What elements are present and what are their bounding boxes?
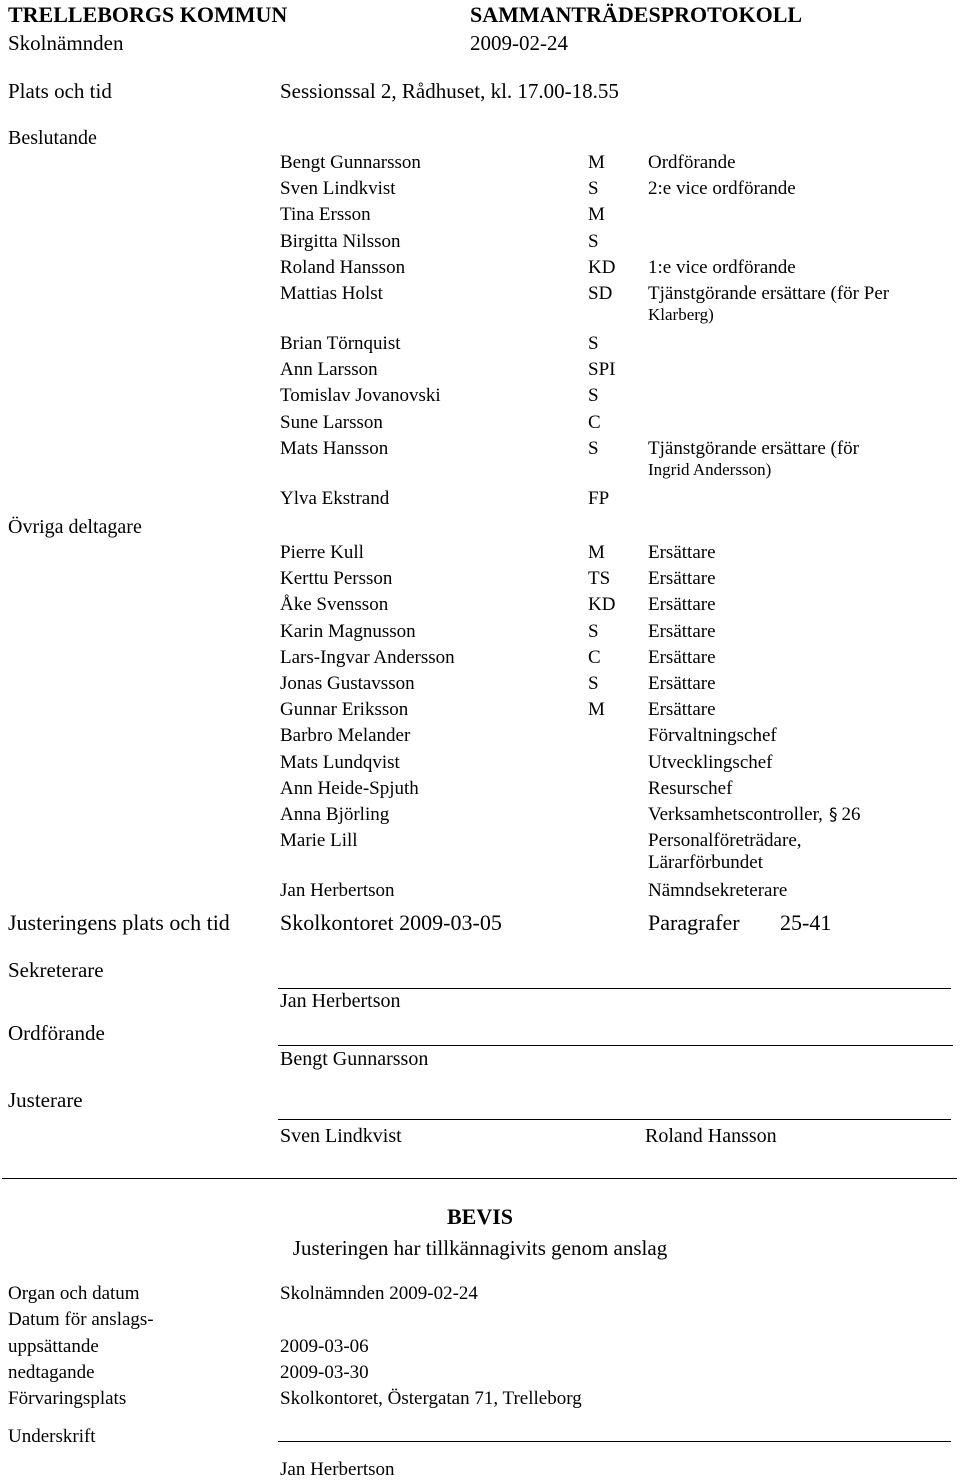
underskrift-signature-line [278,1441,951,1442]
participant-party: S [588,673,599,694]
participant-role: Ersättare [648,594,716,616]
participant-name: Mats Hansson [280,437,389,459]
participant-party: C [588,646,601,668]
justering-label: Justeringens plats och tid [8,910,230,935]
participant-name: Tina Ersson [280,204,371,226]
participant-party: S [588,230,599,252]
uppsattande-value: 2009-03-06 [280,1336,369,1357]
participant-role: Ersättare [648,568,716,590]
participant-name: Mattias Holst [280,283,383,304]
section-symbol: § [828,805,838,825]
section-divider [2,1178,957,1179]
participant-role: Resurschef [648,777,733,799]
participant-name: Ann Heide-Spjuth [280,777,419,799]
bevis-title: BEVIS [446,1204,514,1229]
participant-name: Mats Lundqvist [280,751,400,773]
organ-value: Skolnämnden 2009-02-24 [280,1283,478,1304]
participant-role: Ersättare [648,542,716,563]
underskrift-name: Jan Herbertson [280,1459,395,1480]
participant-name: Ann Larsson [280,359,378,381]
sekreterare-name: Jan Herbertson [280,990,401,1012]
underskrift-label: Underskrift [8,1426,96,1447]
participant-name: Bengt Gunnarsson [280,152,421,173]
sekreterare-label: Sekreterare [8,958,104,982]
participant-name: Brian Törnquist [280,333,401,354]
organ-label: Organ och datum [8,1283,140,1304]
participant-party: C [588,411,601,433]
participant-role-continued: Lärarförbundet [648,852,763,874]
ordforande-label: Ordförande [8,1021,105,1045]
participant-role: 1:e vice ordförande [648,256,796,278]
participant-party: SPI [588,359,616,381]
participant-name: Kerttu Persson [280,568,393,590]
participant-name: Sune Larsson [280,411,383,433]
justerare-label: Justerare [8,1088,83,1112]
participant-name: Birgitta Nilsson [280,230,401,252]
participant-role [648,805,860,824]
justering-value: Skolkontoret 2009-03-05 [280,910,502,935]
participant-role: Personalföreträdare, [648,830,802,852]
paragraphs-value: 25-41 [780,910,832,935]
participant-name: Tomislav Jovanovski [280,385,441,407]
sekreterare-signature-line [278,988,951,989]
participant-name: Karin Magnusson [280,620,416,642]
participant-party: M [588,699,605,721]
justerare-name-1: Sven Lindkvist [280,1125,402,1147]
ordforande-name: Bengt Gunnarsson [280,1048,429,1070]
participant-role: Ersättare [648,673,716,694]
municipality-name: TRELLEBORGS KOMMUN [8,2,288,27]
ordforande-signature-line [278,1045,953,1046]
participant-party: TS [588,568,611,590]
participant-role: Ersättare [648,620,716,642]
bevis-subtitle: Justeringen har tillkännagivits genom anslag [292,1236,668,1260]
participant-party: S [588,437,599,459]
participant-role: Ersättare [648,646,716,668]
datum-label: Datum för anslags- [8,1309,154,1330]
participant-name: Roland Hansson [280,256,406,278]
forvaring-value: Skolkontoret, Östergatan 71, Trelleborg [280,1388,582,1409]
participant-party: M [588,542,605,563]
nedtagande-value: 2009-03-30 [280,1362,369,1383]
participant-name: Pierre Kull [280,542,364,563]
participant-party: KD [588,594,616,616]
ovriga-label: Övriga deltagare [8,516,142,538]
participant-party: FP [588,487,610,509]
participant-role: Ordförande [648,152,736,173]
participant-role-continued: Klarberg) [648,305,714,324]
participant-party: M [588,152,605,173]
participant-name: Jonas Gustavsson [280,673,415,694]
section-number: 26 [841,804,861,825]
participant-name: Sven Lindkvist [280,178,396,200]
body-name: Skolnämnden [8,31,124,55]
participant-role: Utvecklingschef [648,751,773,773]
participant-name: Ylva Ekstrand [280,487,390,509]
beslutande-label: Beslutande [8,127,97,149]
participant-name: Jan Herbertson [280,880,395,902]
participant-name: Gunnar Eriksson [280,699,409,721]
participant-name: Anna Björling [280,804,390,825]
meeting-date: 2009-02-24 [470,31,568,55]
participant-party: S [588,178,599,200]
participant-party: KD [588,256,616,278]
participant-role: Nämndsekreterare [648,880,788,902]
justerare-name-2: Roland Hansson [645,1125,777,1147]
participant-party: S [588,620,599,642]
participant-party: S [588,333,599,354]
paragraphs-label: Paragrafer [648,910,740,935]
participant-party: M [588,204,605,226]
participant-role-continued: Ingrid Andersson) [648,459,772,479]
forvaring-label: Förvaringsplats [8,1388,127,1409]
place-value: Sessionssal 2, Rådhuset, kl. 17.00-18.55 [280,79,619,103]
participant-name: Marie Lill [280,830,358,852]
participant-name: Barbro Melander [280,725,411,747]
participant-role-text: Verksamhetscontroller, [648,804,823,825]
participant-name: Åke Svensson [280,594,389,616]
uppsattande-label: uppsättande [8,1336,99,1357]
nedtagande-label: nedtagande [8,1362,95,1383]
participant-name: Lars-Ingvar Andersson [280,646,455,668]
participant-role: Tjänstgörande ersättare (för Per [648,283,890,304]
participant-role: Tjänstgörande ersättare (för [648,437,860,459]
protocol-title: SAMMANTRÄDESPROTOKOLL [470,2,803,27]
justerare-signature-line [278,1119,951,1120]
place-label: Plats och tid [8,79,112,103]
participant-party: SD [588,283,613,304]
participant-role: Förvaltningschef [648,725,777,747]
participant-party: S [588,385,599,407]
participant-role: 2:e vice ordförande [648,178,796,200]
participant-role: Ersättare [648,699,716,721]
